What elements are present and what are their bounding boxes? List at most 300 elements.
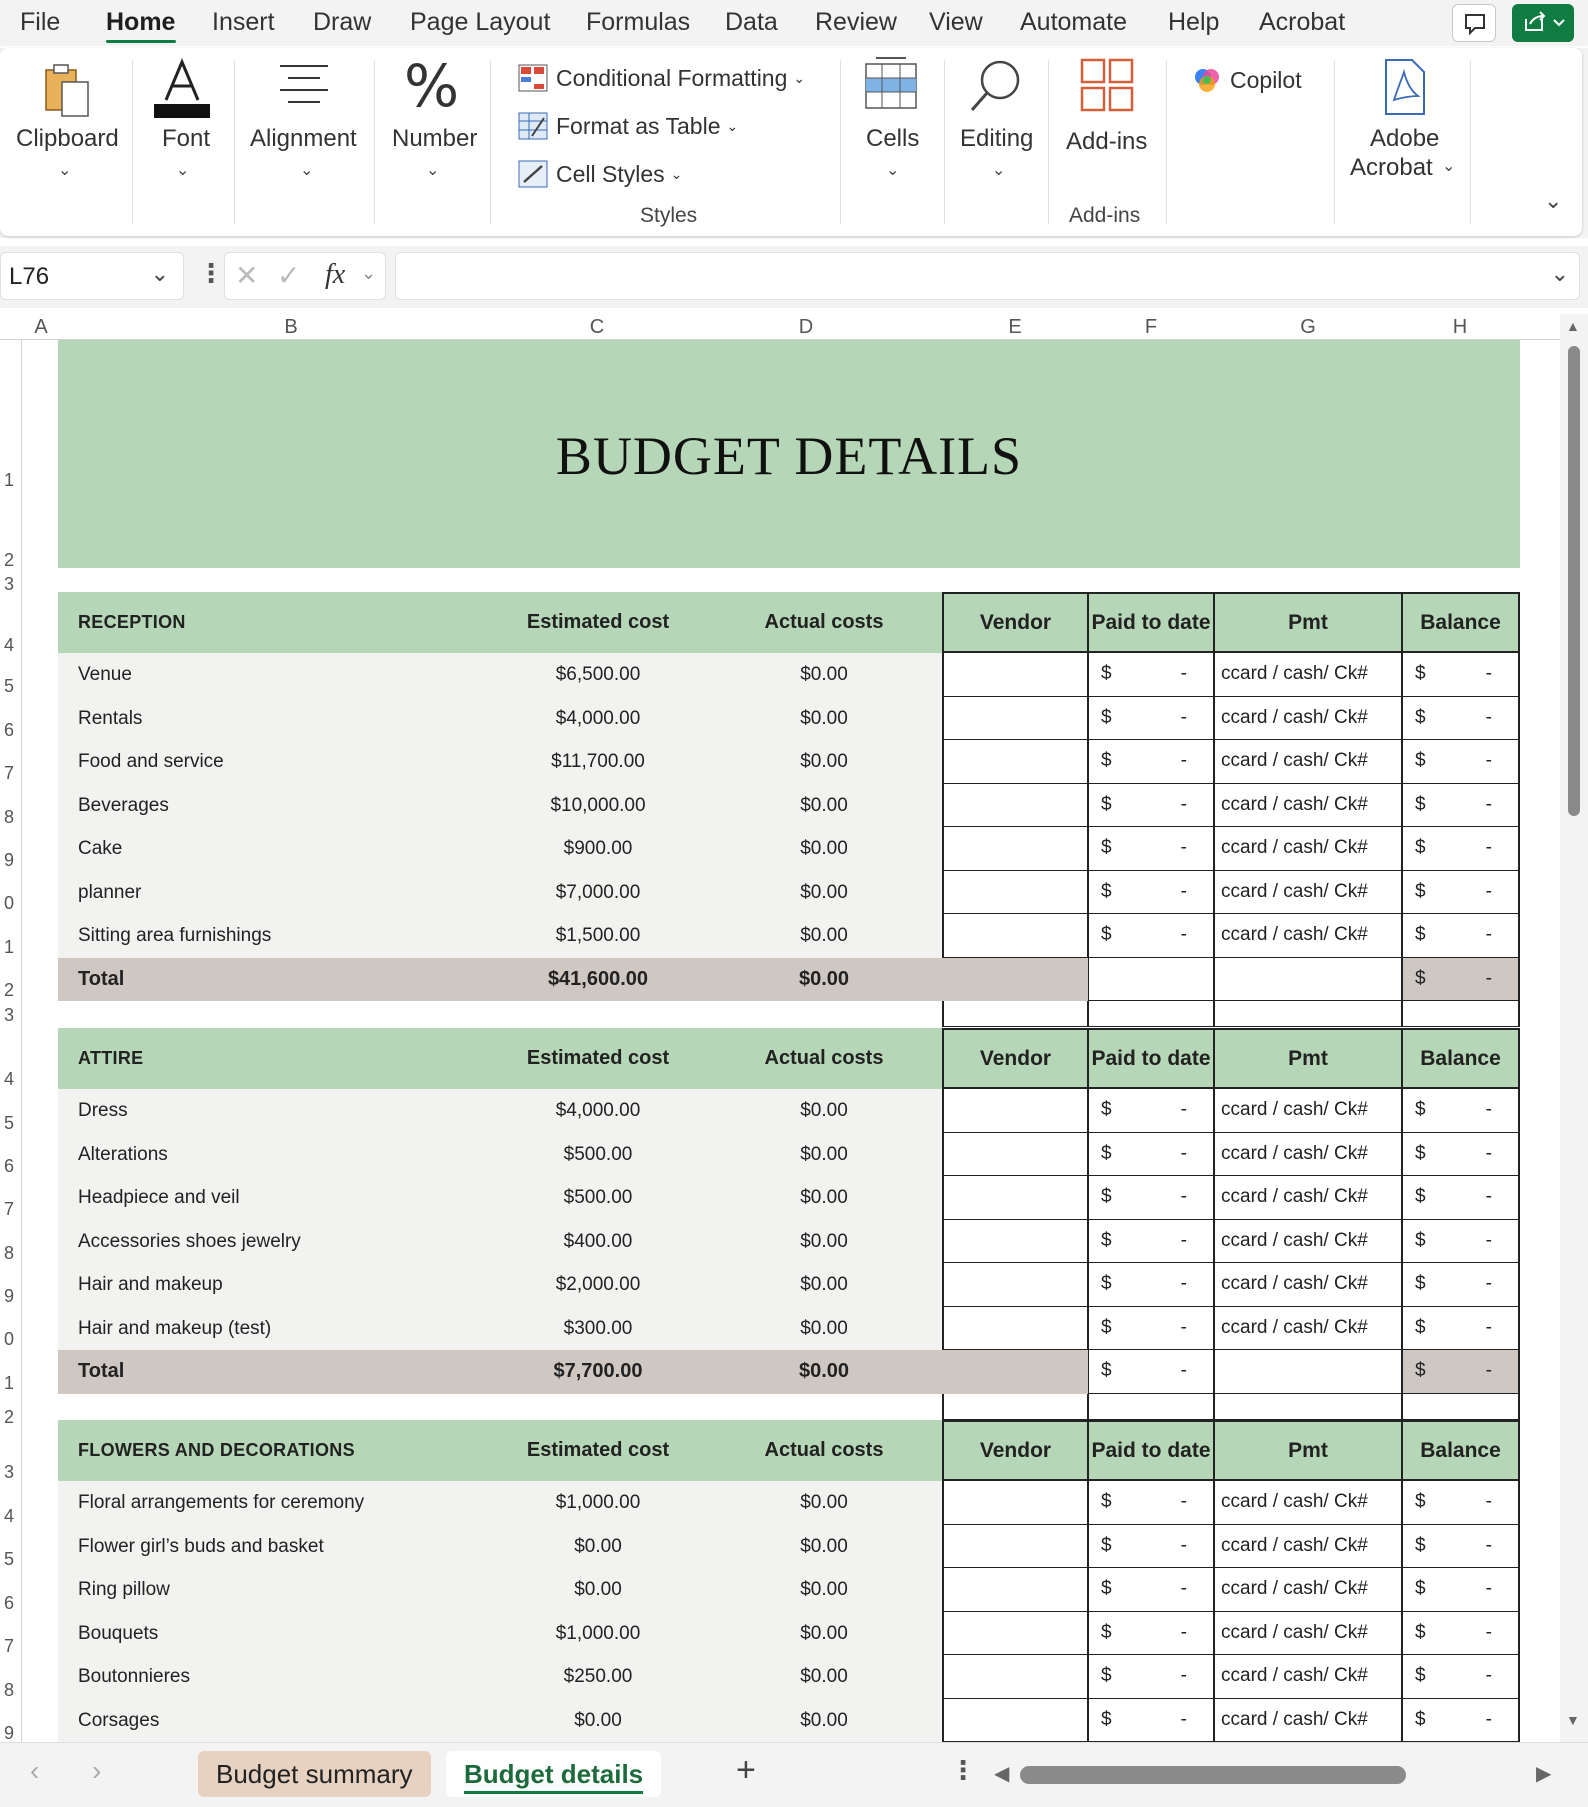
vertical-scrollbar[interactable] (1560, 314, 1588, 1742)
total-row[interactable] (58, 958, 1520, 1002)
item-name: Boutonnieres (78, 1666, 190, 1687)
empty-value-dash: - (1485, 1186, 1492, 1207)
currency-symbol: $ (1101, 1360, 1112, 1381)
vendor-cell[interactable] (942, 1481, 1088, 1525)
empty-value-dash: - (1485, 1273, 1492, 1294)
total-pmt-cell[interactable] (1214, 1350, 1402, 1394)
item-name: Flower girl’s buds and basket (78, 1535, 324, 1557)
cancel-icon[interactable]: ✕ (235, 260, 259, 291)
vendor-cell[interactable] (942, 1568, 1088, 1612)
vendor-cell[interactable] (942, 1220, 1088, 1264)
menu-tab-formulas[interactable]: Formulas (586, 8, 691, 36)
paid-to-date-header[interactable]: Paid to date (1088, 1028, 1214, 1089)
estimated-cost-value: $0.00 (574, 1579, 622, 1600)
paid-to-date-cell[interactable] (1088, 1655, 1214, 1699)
vendor-cell[interactable] (942, 1525, 1088, 1569)
vendor-cell[interactable] (942, 697, 1088, 741)
cells-icon (862, 56, 920, 112)
actual-costs-header: Actual costs (764, 611, 884, 633)
balance-cell[interactable] (1402, 871, 1520, 915)
menu-tab-home[interactable]: Home (106, 8, 176, 36)
empty-value-dash: - (1180, 1316, 1187, 1338)
table-row[interactable] (58, 1307, 1520, 1351)
row-header[interactable]: 8 (3, 1243, 14, 1263)
vendor-cell[interactable] (942, 914, 1088, 958)
row-header[interactable]: 1 (3, 937, 14, 957)
row-header[interactable]: 3 (3, 1462, 14, 1482)
clipboard-label: Clipboard (16, 125, 119, 152)
total-actual-cost: $0.00 (798, 1360, 850, 1382)
font-button[interactable] (136, 48, 232, 236)
scroll-up-icon[interactable]: ▲ (1566, 318, 1580, 334)
payment-method: ccard / cash/ Ck# (1221, 706, 1368, 728)
clipboard-button[interactable] (0, 48, 130, 236)
balance-cell[interactable] (1402, 1655, 1520, 1699)
estimated-cost-value: $250.00 (563, 1666, 633, 1687)
currency-symbol: $ (1101, 793, 1112, 815)
row-header[interactable]: 7 (3, 1199, 14, 1219)
pmt-cell[interactable] (1214, 1568, 1402, 1612)
copilot-label: Copilot (1230, 66, 1302, 93)
conditional-formatting-icon (518, 64, 548, 92)
vendor-cell[interactable] (942, 1133, 1088, 1177)
column-header-h[interactable]: H (1452, 316, 1468, 338)
total-row[interactable] (58, 1350, 1520, 1394)
vendor-header[interactable]: Vendor (942, 592, 1088, 653)
pmt-cell[interactable] (1214, 1612, 1402, 1656)
spacer-row (58, 1001, 1520, 1027)
row-header[interactable]: 3 (3, 1005, 14, 1025)
table-row[interactable] (58, 1568, 1520, 1612)
currency-symbol: $ (1101, 880, 1112, 902)
insert-function-icon[interactable]: fx (325, 259, 346, 290)
conditional-formatting-label: Conditional Formatting (556, 64, 788, 91)
item-name: Cake (78, 838, 123, 859)
chevron-down-icon: ⌄ (300, 162, 314, 179)
item-name: Alterations (78, 1143, 168, 1165)
paid-to-date-cell[interactable] (1088, 1263, 1214, 1307)
copilot-button[interactable] (1192, 62, 1302, 98)
vendor-cell[interactable] (942, 1612, 1088, 1656)
row-header[interactable]: 5 (3, 1113, 14, 1133)
currency-symbol: $ (1101, 706, 1112, 728)
balance-cell[interactable] (1402, 1307, 1520, 1351)
empty-value-dash: - (1180, 1534, 1187, 1556)
empty-value-dash: - (1180, 1708, 1187, 1730)
chevron-down-icon: ⌄ (58, 162, 72, 179)
menu-tab-view[interactable]: View (929, 8, 983, 36)
empty-value-dash: - (1485, 663, 1492, 684)
paid-to-date-cell[interactable] (1088, 1699, 1214, 1743)
table-row[interactable] (58, 653, 1520, 697)
payment-method: ccard / cash/ Ck# (1221, 663, 1368, 684)
menu-tab-data[interactable]: Data (725, 8, 778, 36)
payment-method: ccard / cash/ Ck# (1221, 1316, 1368, 1338)
pdf-document-icon (1380, 58, 1430, 116)
row-header[interactable]: 1 (3, 470, 14, 490)
table-row[interactable] (58, 1176, 1520, 1220)
table-row[interactable] (58, 1525, 1520, 1569)
chevron-down-icon[interactable]: ⌄ (150, 261, 169, 286)
paid-to-date-cell[interactable] (1088, 784, 1214, 828)
worksheet[interactable] (22, 340, 1560, 1742)
font-label: Font (162, 125, 211, 152)
paid-to-date-header[interactable]: Paid to date (1088, 592, 1214, 653)
paid-to-date-cell[interactable] (1088, 914, 1214, 958)
item-name: planner (78, 881, 142, 903)
cells-button[interactable] (844, 48, 940, 236)
currency-symbol: $ (1415, 1186, 1426, 1207)
item-name: Floral arrangements for ceremony (78, 1492, 365, 1513)
pmt-cell[interactable] (1214, 1220, 1402, 1264)
table-row[interactable] (58, 697, 1520, 741)
currency-symbol: $ (1415, 1665, 1426, 1686)
table-row[interactable] (58, 1220, 1520, 1264)
vendor-header[interactable]: Vendor (942, 1028, 1088, 1089)
check-icon[interactable]: ✓ (277, 260, 301, 291)
row-header[interactable]: 6 (3, 1593, 14, 1613)
adobe-acrobat-button[interactable] (1338, 48, 1468, 236)
table-row[interactable] (58, 1263, 1520, 1307)
pmt-cell[interactable] (1214, 1655, 1402, 1699)
empty-value-dash: - (1180, 663, 1187, 684)
paid-to-date-cell[interactable] (1088, 1307, 1214, 1351)
empty-value-dash: - (1485, 1316, 1492, 1338)
table-row[interactable] (58, 1699, 1520, 1743)
section-name: ATTIRE (78, 1048, 144, 1068)
balance-cell[interactable] (1402, 784, 1520, 828)
chevron-down-icon: ⌄ (992, 162, 1006, 179)
menu-tab-help[interactable]: Help (1168, 8, 1220, 36)
currency-symbol: $ (1415, 1534, 1426, 1556)
currency-symbol: $ (1101, 1621, 1112, 1643)
row-header[interactable]: 5 (3, 676, 14, 696)
row-header[interactable]: 2 (3, 1407, 14, 1427)
vendor-cell[interactable] (942, 827, 1088, 871)
menu-tab-automate[interactable]: Automate (1020, 8, 1128, 36)
format-as-table-button[interactable] (518, 108, 738, 144)
balance-header[interactable]: Balance (1402, 1028, 1520, 1089)
chevron-down-icon[interactable]: ⌄ (361, 263, 377, 283)
vendor-cell[interactable] (942, 1176, 1088, 1220)
conditional-formatting-button[interactable] (518, 60, 805, 96)
currency-symbol: $ (1101, 1578, 1112, 1599)
currency-symbol: $ (1101, 1273, 1112, 1294)
spacer-cell (1402, 1001, 1520, 1027)
scroll-down-icon[interactable]: ▼ (1566, 1712, 1580, 1728)
cell-styles-label: Cell Styles (556, 160, 665, 187)
menu-tab-draw[interactable]: Draw (313, 8, 372, 36)
balance-cell[interactable] (1402, 1525, 1520, 1569)
expand-formula-bar-icon[interactable]: ⌄ (1550, 261, 1569, 286)
vendor-cell[interactable] (942, 871, 1088, 915)
row-header[interactable]: 7 (3, 763, 14, 783)
estimated-cost-value: $7,000.00 (555, 881, 641, 903)
paid-to-date-cell[interactable] (1088, 871, 1214, 915)
row-header[interactable]: 0 (3, 893, 14, 913)
currency-symbol: $ (1415, 793, 1426, 815)
table-row[interactable] (58, 1133, 1520, 1177)
total-actual-cost: $0.00 (798, 967, 850, 990)
vendor-cell[interactable] (942, 1655, 1088, 1699)
empty-value-dash: - (1485, 1360, 1492, 1381)
spacer-cell (1402, 1394, 1520, 1420)
pmt-cell[interactable] (1214, 827, 1402, 871)
table-row[interactable] (58, 1655, 1520, 1699)
paid-to-date-cell[interactable] (1088, 653, 1214, 697)
chevron-down-icon: ⌄ (726, 117, 739, 134)
empty-value-dash: - (1180, 1491, 1187, 1512)
clipboard-icon (40, 60, 96, 120)
balance-cell[interactable] (1402, 1568, 1520, 1612)
paid-to-date-cell[interactable] (1088, 1133, 1214, 1177)
scroll-left-icon[interactable]: ◀ (994, 1763, 1010, 1785)
pmt-cell[interactable] (1214, 914, 1402, 958)
column-headers (0, 314, 1560, 340)
section-header-row (58, 592, 1520, 653)
item-name: Sitting area furnishings (78, 925, 272, 946)
balance-cell[interactable] (1402, 653, 1520, 697)
row-header[interactable]: 2 (3, 980, 14, 1000)
currency-symbol: $ (1415, 924, 1426, 945)
cell-styles-button[interactable] (518, 156, 682, 192)
sheet-tab-budget-details[interactable] (446, 1751, 661, 1797)
table-row[interactable] (58, 827, 1520, 871)
row-header[interactable]: 3 (3, 574, 14, 594)
vendor-cell[interactable] (942, 740, 1088, 784)
vendor-cell[interactable] (942, 1089, 1088, 1133)
column-header-f[interactable]: F (1144, 316, 1158, 338)
row-header[interactable]: 6 (3, 720, 14, 740)
add-sheet-icon[interactable]: + (736, 1751, 756, 1789)
balance-cell[interactable] (1402, 1220, 1520, 1264)
total-paid-to-date-cell[interactable] (1088, 958, 1214, 1002)
table-row[interactable] (58, 871, 1520, 915)
vendor-cell[interactable] (942, 1263, 1088, 1307)
balance-cell[interactable] (1402, 1176, 1520, 1220)
balance-cell[interactable] (1402, 1699, 1520, 1743)
paid-to-date-cell[interactable] (1088, 1481, 1214, 1525)
row-header[interactable]: 4 (3, 1069, 14, 1089)
section-name: FLOWERS AND DECORATIONS (78, 1440, 355, 1460)
pmt-header[interactable]: Pmt (1214, 592, 1402, 653)
column-header-c[interactable]: C (589, 316, 605, 338)
vendor-cell[interactable] (942, 1307, 1088, 1351)
more-options-icon[interactable]: ⋮ (950, 1755, 976, 1785)
comment-icon (1453, 5, 1497, 43)
row-header[interactable]: 9 (3, 1723, 14, 1742)
next-sheet-icon[interactable]: › (92, 1755, 102, 1786)
table-row[interactable] (58, 1089, 1520, 1133)
row-header[interactable]: 1 (3, 1373, 14, 1393)
currency-symbol: $ (1101, 924, 1112, 945)
ribbon (0, 48, 1588, 238)
row-header[interactable]: 4 (3, 1506, 14, 1526)
pmt-header[interactable]: Pmt (1214, 1420, 1402, 1481)
column-header-b[interactable]: B (284, 316, 298, 338)
balance-cell[interactable] (1402, 740, 1520, 784)
currency-symbol: $ (1101, 1186, 1112, 1207)
total-balance-cell[interactable] (1402, 958, 1520, 1002)
empty-value-dash: - (1180, 1229, 1187, 1251)
row-header[interactable]: 6 (3, 1156, 14, 1176)
balance-cell[interactable] (1402, 1089, 1520, 1133)
row-header[interactable]: 9 (3, 1286, 14, 1306)
payment-method: ccard / cash/ Ck# (1221, 1578, 1368, 1599)
pmt-cell[interactable] (1214, 871, 1402, 915)
pmt-cell[interactable] (1214, 1699, 1402, 1743)
payment-method: ccard / cash/ Ck# (1221, 1229, 1368, 1251)
balance-cell[interactable] (1402, 914, 1520, 958)
formula-input[interactable] (395, 252, 1580, 300)
item-name: Bouquets (78, 1622, 159, 1644)
empty-value-dash: - (1485, 1578, 1492, 1599)
balance-header[interactable]: Balance (1402, 1420, 1520, 1481)
pmt-cell[interactable] (1214, 1089, 1402, 1133)
alignment-button[interactable] (238, 48, 372, 236)
actual-cost-value: $0.00 (800, 707, 848, 729)
name-box[interactable] (0, 252, 184, 300)
vertical-scroll-thumb[interactable] (1568, 346, 1580, 816)
empty-value-dash: - (1485, 1099, 1492, 1120)
paid-to-date-header[interactable]: Paid to date (1088, 1420, 1214, 1481)
currency-symbol: $ (1415, 663, 1426, 684)
balance-cell[interactable] (1402, 1612, 1520, 1656)
balance-cell[interactable] (1402, 1133, 1520, 1177)
paid-to-date-cell[interactable] (1088, 740, 1214, 784)
empty-value-dash: - (1485, 1708, 1492, 1730)
currency-symbol: $ (1415, 1273, 1426, 1294)
item-name: Dress (78, 1100, 128, 1121)
currency-symbol: $ (1101, 837, 1112, 858)
editing-button[interactable] (948, 48, 1046, 236)
row-header[interactable]: 2 (3, 550, 14, 570)
vendor-header[interactable]: Vendor (942, 1420, 1088, 1481)
paid-to-date-cell[interactable] (1088, 827, 1214, 871)
pmt-cell[interactable] (1214, 784, 1402, 828)
spacer-cell (1214, 1394, 1402, 1420)
pmt-cell[interactable] (1214, 653, 1402, 697)
paid-to-date-cell[interactable] (1088, 1612, 1214, 1656)
table-row[interactable] (58, 914, 1520, 958)
pmt-cell[interactable] (1214, 1176, 1402, 1220)
pmt-cell[interactable] (1214, 1263, 1402, 1307)
empty-value-dash: - (1180, 1142, 1187, 1164)
currency-symbol: $ (1101, 1491, 1112, 1512)
paid-to-date-cell[interactable] (1088, 1525, 1214, 1569)
item-name: Hair and makeup (test) (78, 1317, 272, 1339)
currency-symbol: $ (1101, 1142, 1112, 1164)
share-button[interactable] (1512, 4, 1574, 42)
scroll-right-icon[interactable]: ▶ (1536, 1763, 1552, 1785)
menu-tab-review[interactable]: Review (815, 8, 897, 36)
total-paid-to-date-cell[interactable] (1088, 1350, 1214, 1394)
currency-symbol: $ (1415, 1099, 1426, 1120)
menu-tab-acrobat[interactable]: Acrobat (1259, 8, 1346, 36)
row-header[interactable]: 8 (3, 807, 14, 827)
copilot-icon (1192, 65, 1222, 95)
chevron-down-icon: ⌄ (176, 162, 190, 179)
item-name: Corsages (78, 1709, 160, 1731)
vendor-cell[interactable] (942, 784, 1088, 828)
menu-tab-file[interactable]: File (20, 8, 61, 36)
actual-cost-value: $0.00 (800, 1666, 848, 1687)
budget-section (58, 1028, 1520, 1437)
currency-symbol: $ (1101, 1229, 1112, 1251)
total-estimated-cost: $7,700.00 (553, 1360, 643, 1382)
previous-sheet-icon[interactable]: ‹ (30, 1755, 40, 1786)
paid-to-date-cell[interactable] (1088, 1568, 1214, 1612)
empty-value-dash: - (1485, 1142, 1492, 1164)
table-row[interactable] (58, 1612, 1520, 1656)
column-header-g[interactable]: G (1300, 316, 1316, 338)
balance-header[interactable]: Balance (1402, 592, 1520, 653)
table-row[interactable] (58, 740, 1520, 784)
pmt-cell[interactable] (1214, 1307, 1402, 1351)
paid-to-date-cell[interactable] (1088, 1220, 1214, 1264)
number-button[interactable] (378, 48, 488, 236)
balance-cell[interactable] (1402, 1263, 1520, 1307)
sheet-tab-budget-summary[interactable]: Budget summary (198, 1751, 431, 1797)
pmt-cell[interactable] (1214, 740, 1402, 784)
payment-method: ccard / cash/ Ck# (1221, 1186, 1368, 1207)
total-pmt-cell[interactable] (1214, 958, 1402, 1002)
horizontal-scroll-thumb[interactable] (1020, 1766, 1406, 1784)
row-header[interactable]: 9 (3, 850, 14, 870)
section-header-row (58, 1420, 1520, 1481)
balance-cell[interactable] (1402, 697, 1520, 741)
column-header-d[interactable]: D (798, 316, 814, 338)
payment-method: ccard / cash/ Ck# (1221, 924, 1368, 945)
paid-to-date-cell[interactable] (1088, 1089, 1214, 1133)
chevron-down-icon: ⌄ (793, 69, 806, 86)
menu-tab-insert[interactable]: Insert (212, 8, 275, 36)
share-icon (1512, 4, 1574, 42)
collapse-ribbon-icon[interactable]: ⌄ (1544, 188, 1563, 213)
column-header-a[interactable]: A (34, 316, 48, 338)
row-header[interactable]: 0 (3, 1329, 14, 1349)
balance-cell[interactable] (1402, 1481, 1520, 1525)
pmt-header[interactable]: Pmt (1214, 1028, 1402, 1089)
comments-button[interactable] (1452, 4, 1496, 42)
paid-to-date-cell[interactable] (1088, 1176, 1214, 1220)
row-header[interactable]: 5 (3, 1549, 14, 1569)
table-row[interactable] (58, 1481, 1520, 1525)
pmt-cell[interactable] (1214, 697, 1402, 741)
row-header[interactable]: 4 (3, 635, 14, 655)
column-header-e[interactable]: E (1008, 316, 1022, 338)
payment-method: ccard / cash/ Ck# (1221, 1534, 1368, 1556)
pmt-cell[interactable] (1214, 1525, 1402, 1569)
currency-symbol: $ (1101, 1665, 1112, 1686)
percent-icon: % (404, 52, 460, 120)
vendor-cell[interactable] (942, 653, 1088, 697)
row-header[interactable]: 7 (3, 1636, 14, 1656)
paid-to-date-cell[interactable] (1088, 697, 1214, 741)
empty-value-dash: - (1180, 1360, 1187, 1381)
table-row[interactable] (58, 784, 1520, 828)
pmt-cell[interactable] (1214, 1481, 1402, 1525)
menu-tab-page-layout[interactable]: Page Layout (410, 8, 551, 36)
more-options-icon[interactable]: ⋮ (198, 258, 224, 288)
total-balance-cell[interactable] (1402, 1350, 1520, 1394)
row-header[interactable]: 8 (3, 1680, 14, 1700)
styles-group-label: Styles (640, 204, 698, 227)
item-name: Accessories shoes jewelry (78, 1230, 301, 1252)
pmt-cell[interactable] (1214, 1133, 1402, 1177)
balance-cell[interactable] (1402, 827, 1520, 871)
vendor-cell[interactable] (942, 1699, 1088, 1743)
